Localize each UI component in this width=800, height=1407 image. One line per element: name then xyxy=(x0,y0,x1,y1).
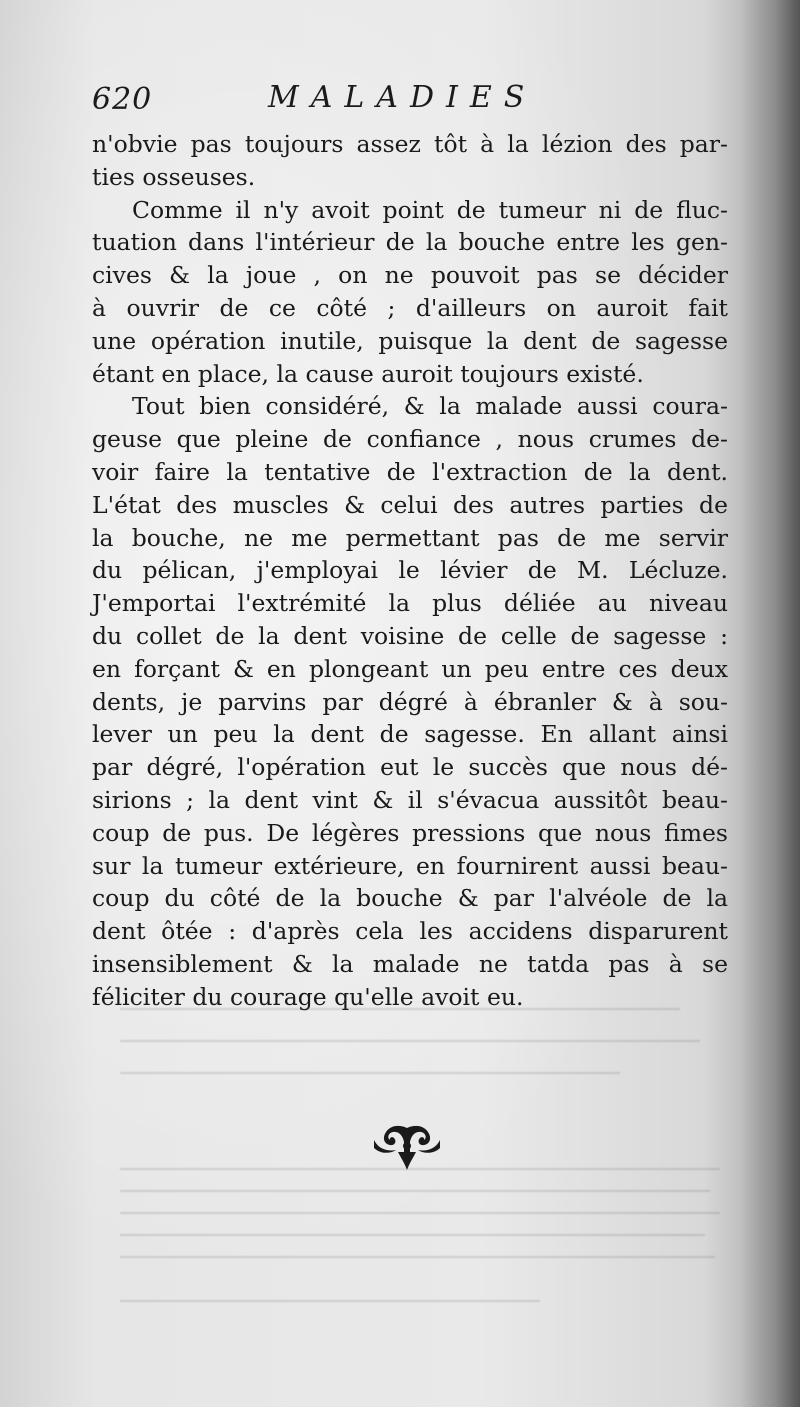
text-line: Tout bien considéré, & la malade aussi coura- xyxy=(132,392,728,421)
text-line: dents, je parvins par dégré à ébranler & à sou- xyxy=(92,687,728,716)
text-line: par dégré, l'opération eut le succès que nous dé- xyxy=(92,753,728,782)
text-line: J'emportai l'extrémité la plus déliée au niveau xyxy=(92,589,728,618)
text-line: cives & la joue , on ne pouvoit pas se décider xyxy=(92,261,728,290)
text-line: à ouvrir de ce côté ; d'ailleurs on auroit fait xyxy=(92,293,728,322)
body-text xyxy=(92,128,728,1014)
paragraph xyxy=(92,390,728,1013)
page-gutter-shadow xyxy=(740,0,800,1407)
page-header xyxy=(92,78,712,122)
text-line: lever un peu la dent de sagesse. En allant ainsi xyxy=(92,720,728,749)
page-number: 620 xyxy=(92,82,153,117)
text-line: ties osseuses. xyxy=(92,162,256,191)
text-line: coup de pus. De légères pressions que nous fimes xyxy=(92,818,728,847)
text-line: féliciter du courage qu'elle avoit eu. xyxy=(92,982,524,1011)
text-line: étant en place, la cause auroit toujours existé. xyxy=(92,359,644,388)
text-line: sur la tumeur extérieure, en fournirent aussi beau- xyxy=(92,851,728,880)
text-line: tuation dans l'intérieur de la bouche entre les gen- xyxy=(92,228,728,257)
text-line: Comme il n'y avoit point de tumeur ni de fluc- xyxy=(132,195,728,224)
text-line: sirions ; la dent vint & il s'évacua aussitôt beau- xyxy=(92,785,728,814)
fleuron-ornament-icon xyxy=(368,1122,446,1174)
text-line: du collet de la dent voisine de celle de sagesse : xyxy=(92,621,728,650)
text-line: en forçant & en plongeant un peu entre ces deux xyxy=(92,654,728,683)
text-line: n'obvie pas toujours assez tôt à la lézion des par- xyxy=(92,130,728,158)
text-line: L'état des muscles & celui des autres parties de xyxy=(92,490,728,519)
text-line: une opération inutile, puisque la dent de sagesse xyxy=(92,326,728,355)
text-line: dent ôtée : d'après cela les accidens disparurent xyxy=(92,917,728,946)
paragraph xyxy=(92,128,728,194)
text-line: coup du côté de la bouche & par l'alvéole de la xyxy=(92,884,728,913)
text-line: geuse que pleine de confiance , nous crumes de- xyxy=(92,425,728,454)
running-head: MALADIES xyxy=(268,80,537,115)
text-line: insensiblement & la malade ne tatda pas à se xyxy=(92,949,728,978)
text-line: du pélican, j'employai le lévier de M. Lécluze. xyxy=(92,556,728,585)
text-line: voir faire la tentative de l'extraction de la dent. xyxy=(92,457,728,486)
text-line: la bouche, ne me permettant pas de me servir xyxy=(92,523,728,552)
paragraph xyxy=(92,194,728,391)
